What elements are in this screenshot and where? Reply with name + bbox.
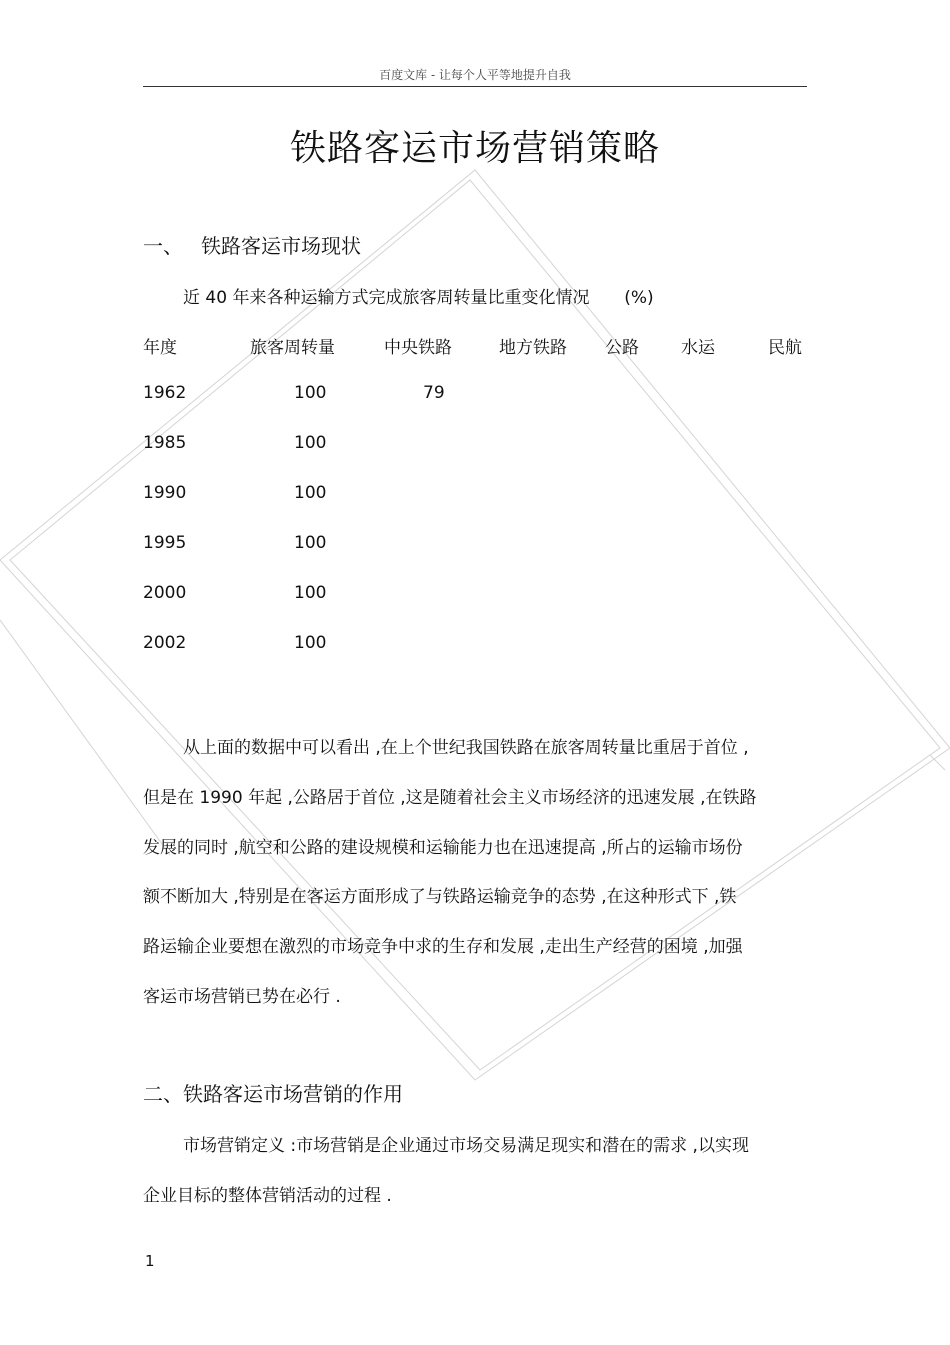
table-header-cell: 年度 bbox=[143, 338, 177, 358]
table-cell-volume: 100 bbox=[294, 433, 327, 453]
table-caption-text: 近 40 年来各种运输方式完成旅客周转量比重变化情况 bbox=[183, 288, 590, 308]
section-2-heading: 二、铁路客运市场营销的作用 bbox=[143, 1082, 403, 1106]
table-cell-central-rail: 79 bbox=[423, 383, 445, 403]
paragraph-line: 路运输企业要想在激烈的市场竞争中求的生存和发展 ,走出生产经营的困境 ,加强 bbox=[143, 937, 743, 957]
table-caption-unit: (%) bbox=[624, 288, 654, 308]
table-caption bbox=[183, 283, 654, 308]
table-cell-year: 1985 bbox=[143, 433, 187, 453]
table-header-cell: 民航 bbox=[768, 338, 802, 358]
paragraph-line: 市场营销定义 :市场营销是企业通过市场交易满足现实和潜在的需求 ,以实现 bbox=[183, 1136, 749, 1156]
section-1-heading bbox=[143, 230, 361, 259]
section-1-title: 铁路客运市场现状 bbox=[201, 234, 361, 258]
paragraph-line: 企业目标的整体营销活动的过程 . bbox=[143, 1186, 392, 1206]
table-cell-volume: 100 bbox=[294, 483, 327, 503]
table-header-cell: 公路 bbox=[605, 338, 639, 358]
table-header-cell: 地方铁路 bbox=[499, 338, 567, 358]
paragraph-line: 发展的同时 ,航空和公路的建设规模和运输能力也在迅速提高 ,所占的运输市场份 bbox=[143, 838, 743, 858]
table-header-cell: 水运 bbox=[681, 338, 715, 358]
table-header-cell: 旅客周转量 bbox=[250, 338, 335, 358]
table-cell-year: 1995 bbox=[143, 533, 187, 553]
header-divider bbox=[143, 86, 807, 87]
paragraph-line: 额不断加大 ,特别是在客运方面形成了与铁路运输竞争的态势 ,在这种形式下 ,铁 bbox=[143, 887, 737, 907]
table-header-cell: 中央铁路 bbox=[384, 338, 452, 358]
table-cell-volume: 100 bbox=[294, 383, 327, 403]
document-title: 铁路客运市场营销策略 bbox=[289, 128, 660, 169]
table-cell-volume: 100 bbox=[294, 583, 327, 603]
page-number: 1 bbox=[145, 1252, 155, 1270]
table-cell-volume: 100 bbox=[294, 533, 327, 553]
paragraph-line: 客运市场营销已势在必行 . bbox=[143, 987, 341, 1007]
table-cell-volume: 100 bbox=[294, 633, 327, 653]
table-cell-year: 1962 bbox=[143, 383, 187, 403]
section-1-number: 一、 bbox=[143, 234, 183, 258]
table-cell-year: 1990 bbox=[143, 483, 187, 503]
table-cell-year: 2000 bbox=[143, 583, 187, 603]
paragraph-line: 但是在 1990 年起 ,公路居于首位 ,这是随着社会主义市场经济的迅速发展 ,在铁路 bbox=[143, 788, 757, 808]
paragraph-line: 从上面的数据中可以看出 ,在上个世纪我国铁路在旅客周转量比重居于首位 , bbox=[183, 738, 749, 758]
page-header: 百度文库 - 让每个人平等地提升自我 bbox=[379, 68, 571, 82]
table-cell-year: 2002 bbox=[143, 633, 187, 653]
